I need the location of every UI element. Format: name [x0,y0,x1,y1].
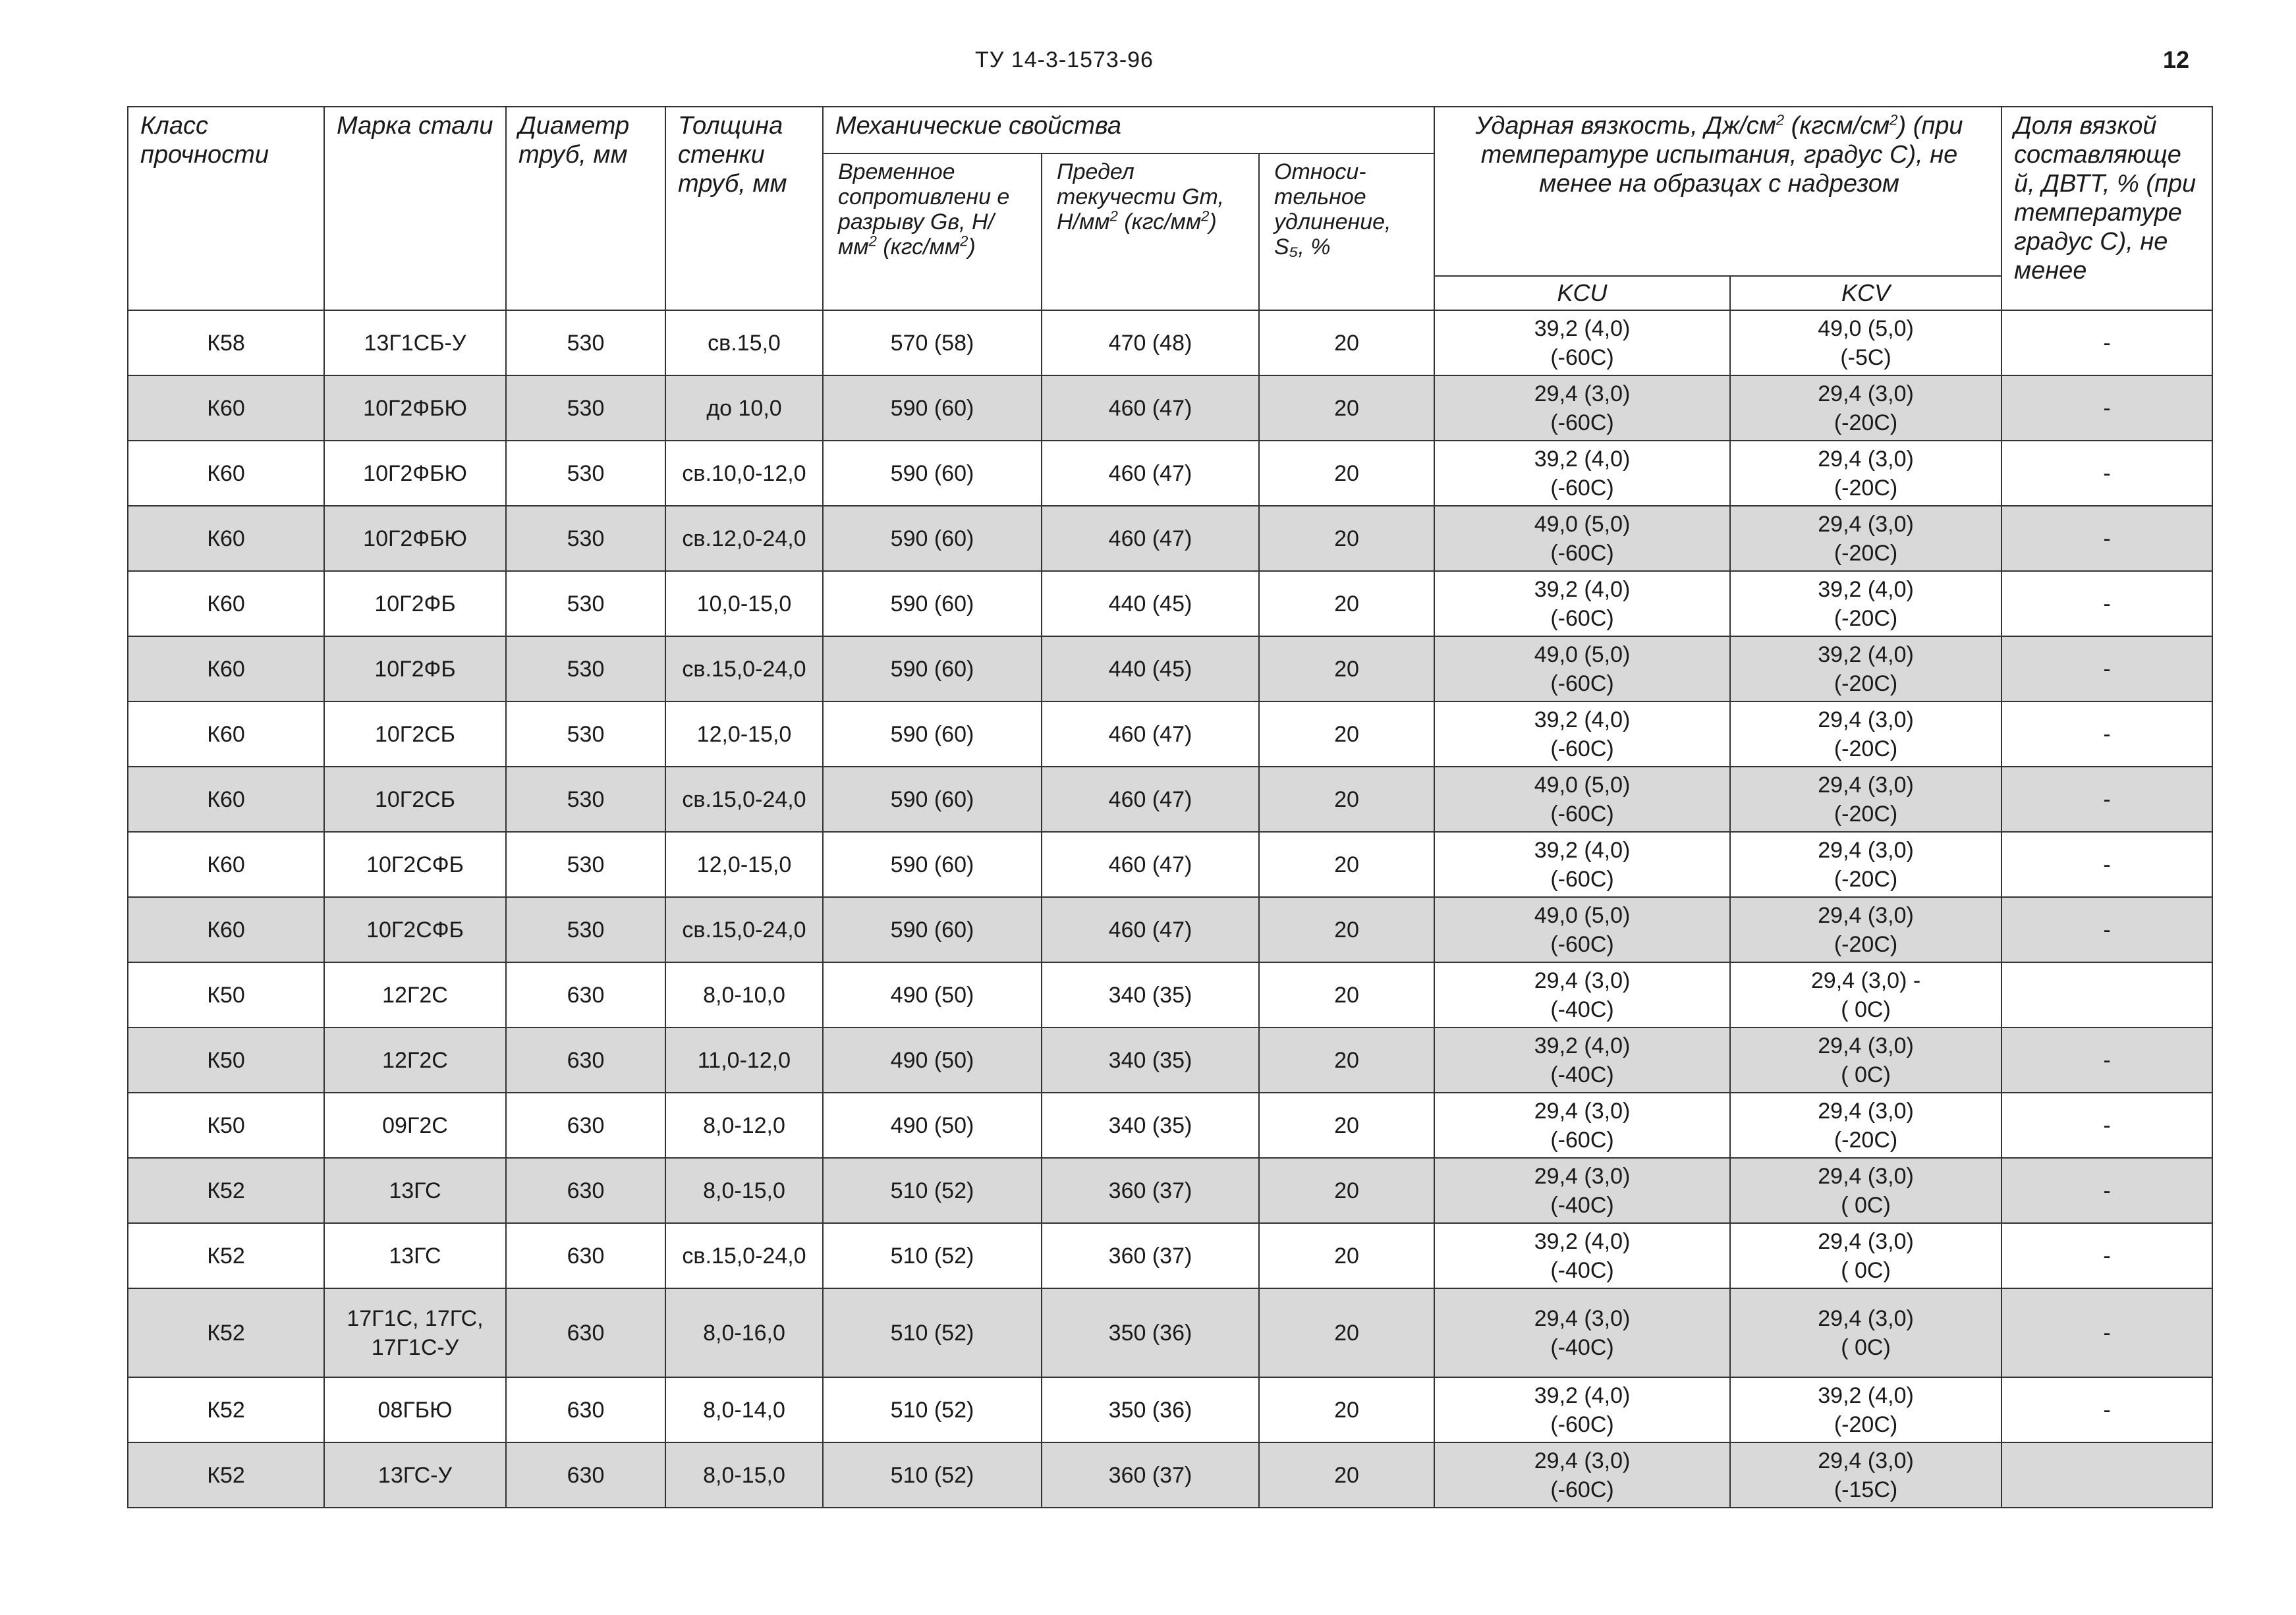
cell-predel: 470 (48) [1042,310,1259,375]
cell-tolshchina: св.12,0-24,0 [665,506,823,571]
cell-diametr: 530 [506,571,665,636]
cell-klass: К52 [128,1223,324,1288]
cell-vremennoe: 570 (58) [823,310,1042,375]
cell-kcu [1434,310,1730,375]
cell-kcu-temperature: (-60С) [1550,736,1614,761]
cell-kcv-value: 29,4 (3,0) [1818,511,1914,537]
cell-kcu [1434,767,1730,832]
cell-kcu-value: 29,4 (3,0) [1534,1163,1631,1189]
cell-kcv [1730,1223,2002,1288]
cell-kcu-temperature: (-60С) [1550,1411,1614,1437]
cell-udlinenie: 20 [1259,1093,1434,1158]
cell-kcv-value: 29,4 (3,0) [1818,772,1914,798]
cell-vremennoe: 590 (60) [823,767,1042,832]
cell-vremennoe: 590 (60) [823,897,1042,962]
page-number: 12 [2163,46,2190,73]
cell-klass: К60 [128,506,324,571]
cell-kcu-temperature: (-60С) [1550,605,1614,631]
cell-diametr: 530 [506,441,665,506]
cell-kcv [1730,1027,2002,1093]
cell-udlinenie: 20 [1259,1027,1434,1093]
cell-udlinenie: 20 [1259,1288,1434,1377]
cell-predel: 360 (37) [1042,1442,1259,1508]
cell-kcv-temperature: (-5С) [1840,344,1891,370]
cell-udlinenie: 20 [1259,767,1434,832]
header-klass: Класс прочности [128,107,324,310]
cell-kcv-temperature: (-20С) [1834,931,1898,957]
cell-dvtt: - [2002,767,2212,832]
cell-predel: 340 (35) [1042,1093,1259,1158]
cell-kcu-temperature: (-60С) [1550,801,1614,827]
header-predel: Предел текучести Gт, $Н/мм^2$ $(кгс/мм^2)$ [1042,153,1259,310]
cell-kcu-value: 49,0 (5,0) [1534,511,1631,537]
cell-kcv [1730,1442,2002,1508]
cell-klass: К60 [128,701,324,767]
cell-predel: 460 (47) [1042,701,1259,767]
cell-marka: 10Г2СБ [324,701,506,767]
cell-dvtt: - [2002,506,2212,571]
table-row [128,1288,2212,1377]
cell-marka: 13ГС-У [324,1442,506,1508]
cell-dvtt [2002,962,2212,1027]
table-row [128,962,2212,1027]
cell-predel: 360 (37) [1042,1223,1259,1288]
cell-tolshchina: св.15,0-24,0 [665,897,823,962]
cell-tolshchina: 10,0-15,0 [665,571,823,636]
cell-diametr: 630 [506,1158,665,1223]
cell-marka: 10Г2ФБ [324,571,506,636]
cell-marka: 10Г2ФБ [324,636,506,701]
cell-kcu-temperature: (-60С) [1550,1477,1614,1502]
cell-vremennoe: 510 (52) [823,1442,1042,1508]
cell-kcv-temperature: (-20С) [1834,736,1898,761]
cell-diametr: 630 [506,1377,665,1442]
cell-klass: К52 [128,1377,324,1442]
cell-kcu-value: 49,0 (5,0) [1534,772,1631,798]
cell-dvtt: - [2002,1027,2212,1093]
cell-klass: К58 [128,310,324,375]
cell-predel: 460 (47) [1042,441,1259,506]
cell-kcv [1730,506,2002,571]
table-row [128,1223,2212,1288]
cell-predel: 440 (45) [1042,636,1259,701]
cell-diametr: 530 [506,897,665,962]
cell-kcu-temperature: (-60С) [1550,410,1614,435]
header-tolshchina: Толщина стенки труб, мм [665,107,823,310]
header-vremennoe: Временное сопротивлени е разрыву Gв, $Н/мм^2$ $(кгс/мм^2)$ [823,153,1042,310]
cell-kcu-value: 39,2 (4,0) [1534,707,1631,732]
cell-predel: 460 (47) [1042,506,1259,571]
cell-udlinenie: 20 [1259,962,1434,1027]
cell-udlinenie: 20 [1259,375,1434,441]
cell-kcv-value: 29,4 (3,0) [1818,707,1914,732]
cell-klass: К50 [128,1027,324,1093]
cell-tolshchina: св.15,0-24,0 [665,1223,823,1288]
cell-kcv [1730,1288,2002,1377]
cell-udlinenie: 20 [1259,1377,1434,1442]
cell-kcv-temperature: (-20С) [1834,1411,1898,1437]
cell-diametr: 530 [506,767,665,832]
cell-kcu-temperature: (-40С) [1550,997,1614,1022]
cell-udlinenie: 20 [1259,441,1434,506]
cell-kcv [1730,636,2002,701]
cell-klass: К52 [128,1288,324,1377]
cell-dvtt: - [2002,701,2212,767]
cell-vremennoe: 510 (52) [823,1288,1042,1377]
cell-tolshchina: 8,0-15,0 [665,1158,823,1223]
table-body [128,310,2212,1508]
cell-kcv-temperature: (-20С) [1834,671,1898,696]
cell-kcu [1434,832,1730,897]
cell-diametr: 630 [506,1223,665,1288]
cell-vremennoe: 490 (50) [823,1093,1042,1158]
cell-kcu-value: 39,2 (4,0) [1534,837,1631,863]
cell-kcv-value: 29,4 (3,0) [1818,1098,1914,1124]
cell-predel: 340 (35) [1042,1027,1259,1093]
cell-diametr: 530 [506,506,665,571]
header-kcv: KCV [1730,276,2002,310]
cell-dvtt: - [2002,310,2212,375]
cell-kcu-value: 39,2 (4,0) [1534,315,1631,341]
cell-tolshchina: 12,0-15,0 [665,701,823,767]
document-header: ТУ 14-3-1573-96 [975,47,1154,72]
cell-kcu-temperature: (-60С) [1550,344,1614,370]
cell-kcv [1730,571,2002,636]
cell-predel: 460 (47) [1042,767,1259,832]
cell-udlinenie: 20 [1259,1158,1434,1223]
cell-kcv-temperature: (-15С) [1834,1477,1898,1502]
cell-dvtt: - [2002,441,2212,506]
header-otnos: Относи-тельное удлинение, S₅, % [1259,153,1434,310]
cell-marka: 13Г1СБ-У [324,310,506,375]
cell-kcu-temperature: (-60С) [1550,671,1614,696]
cell-kcv-temperature: (-20С) [1834,1127,1898,1153]
cell-kcv [1730,441,2002,506]
cell-udlinenie: 20 [1259,701,1434,767]
cell-dvtt: - [2002,832,2212,897]
cell-kcv-value: 29,4 (3,0) [1818,837,1914,863]
cell-kcv-value: 29,4 (3,0) [1818,1305,1914,1331]
header-marka: Марка стали [324,107,506,310]
cell-kcv-temperature: (-20С) [1834,866,1898,892]
cell-diametr: 530 [506,832,665,897]
cell-kcv-value: 49,0 (5,0) [1818,315,1914,341]
cell-udlinenie: 20 [1259,897,1434,962]
cell-kcu-temperature: (-40С) [1550,1334,1614,1360]
cell-kcu-temperature: (-60С) [1550,1127,1614,1153]
cell-marka: 13ГС [324,1158,506,1223]
cell-kcu-temperature: (-60С) [1550,475,1614,501]
table-row [128,506,2212,571]
cell-kcu [1434,701,1730,767]
table-row [128,767,2212,832]
cell-dvtt: - [2002,1223,2212,1288]
cell-kcu [1434,1288,1730,1377]
table-row [128,897,2212,962]
cell-dvtt: - [2002,375,2212,441]
cell-kcv-value: 39,2 (4,0) [1818,642,1914,667]
cell-predel: 460 (47) [1042,375,1259,441]
cell-kcv [1730,310,2002,375]
table-row [128,832,2212,897]
cell-kcv-value: 29,4 (3,0) [1818,1163,1914,1189]
cell-dvtt [2002,1442,2212,1508]
cell-kcv-temperature: (-20С) [1834,801,1898,827]
table-row [128,441,2212,506]
cell-kcv [1730,962,2002,1027]
cell-kcu-value: 29,4 (3,0) [1534,1098,1631,1124]
cell-marka: 12Г2С [324,962,506,1027]
cell-klass: К60 [128,832,324,897]
cell-udlinenie: 20 [1259,506,1434,571]
header-kcu: KCU [1434,276,1730,310]
cell-klass: К60 [128,897,324,962]
cell-dvtt: - [2002,636,2212,701]
cell-vremennoe: 590 (60) [823,506,1042,571]
cell-vremennoe: 490 (50) [823,1027,1042,1093]
cell-diametr: 630 [506,1288,665,1377]
cell-tolshchina: 8,0-14,0 [665,1377,823,1442]
cell-tolshchina: 8,0-16,0 [665,1288,823,1377]
cell-tolshchina: 8,0-12,0 [665,1093,823,1158]
cell-predel: 460 (47) [1042,897,1259,962]
table-row [128,310,2212,375]
cell-kcu-value: 49,0 (5,0) [1534,902,1631,928]
cell-kcu [1434,506,1730,571]
cell-marka: 10Г2ФБЮ [324,441,506,506]
cell-kcv-temperature: ( 0С) [1841,1062,1891,1087]
cell-kcu [1434,636,1730,701]
cell-klass: К60 [128,441,324,506]
cell-klass: К60 [128,571,324,636]
cell-kcu-value: 29,4 (3,0) [1534,381,1631,406]
table-row [128,1027,2212,1093]
cell-kcu [1434,1093,1730,1158]
cell-vremennoe: 490 (50) [823,962,1042,1027]
cell-predel: 460 (47) [1042,832,1259,897]
cell-kcu [1434,441,1730,506]
cell-marka: 17Г1С, 17ГС, 17Г1С-У [324,1288,506,1377]
cell-klass: К52 [128,1158,324,1223]
cell-predel: 350 (36) [1042,1377,1259,1442]
cell-diametr: 630 [506,1027,665,1093]
cell-kcu [1434,1027,1730,1093]
header-dolya: Доля вязкой составляюще й, ДВТТ, % (при температуре градус С), не менее [2002,107,2212,310]
cell-kcv [1730,701,2002,767]
header-diametr: Диаметр труб, мм [506,107,665,310]
cell-predel: 360 (37) [1042,1158,1259,1223]
cell-kcu-temperature: (-60С) [1550,931,1614,957]
table-row [128,1377,2212,1442]
cell-udlinenie: 20 [1259,832,1434,897]
cell-kcv [1730,832,2002,897]
cell-marka: 08ГБЮ [324,1377,506,1442]
cell-kcu-value: 39,2 (4,0) [1534,1382,1631,1408]
cell-kcu [1434,375,1730,441]
cell-vremennoe: 590 (60) [823,441,1042,506]
cell-vremennoe: 590 (60) [823,375,1042,441]
cell-tolshchina: св.15,0 [665,310,823,375]
cell-dvtt: - [2002,571,2212,636]
cell-vremennoe: 510 (52) [823,1377,1042,1442]
cell-kcv-value: 29,4 (3,0) [1818,1033,1914,1058]
cell-tolshchina: св.10,0-12,0 [665,441,823,506]
cell-dvtt: - [2002,1093,2212,1158]
cell-kcv [1730,767,2002,832]
cell-kcv-temperature: (-20С) [1834,410,1898,435]
cell-marka: 13ГС [324,1223,506,1288]
cell-kcu [1434,962,1730,1027]
table-row [128,1093,2212,1158]
table-row [128,636,2212,701]
cell-tolshchina: св.15,0-24,0 [665,636,823,701]
cell-kcu-value: 39,2 (4,0) [1534,446,1631,472]
table-row [128,1442,2212,1508]
cell-kcv-value: 29,4 (3,0) [1818,446,1914,472]
cell-klass: К52 [128,1442,324,1508]
cell-klass: К50 [128,1093,324,1158]
cell-kcu-value: 39,2 (4,0) [1534,1033,1631,1058]
cell-vremennoe: 510 (52) [823,1158,1042,1223]
cell-kcv-temperature: ( 0С) [1841,1334,1891,1360]
cell-kcu [1434,897,1730,962]
cell-tolshchina: св.15,0-24,0 [665,767,823,832]
cell-klass: К60 [128,375,324,441]
cell-predel: 440 (45) [1042,571,1259,636]
cell-kcu-value: 39,2 (4,0) [1534,576,1631,602]
cell-kcu-temperature: (-40С) [1550,1062,1614,1087]
cell-tolshchina: 11,0-12,0 [665,1027,823,1093]
cell-diametr: 630 [506,962,665,1027]
cell-kcv-value: 29,4 (3,0) [1818,1228,1914,1254]
cell-kcu [1434,1377,1730,1442]
cell-kcu-value: 29,4 (3,0) [1534,1448,1631,1473]
cell-diametr: 630 [506,1093,665,1158]
cell-vremennoe: 510 (52) [823,1223,1042,1288]
cell-kcv-temperature: ( 0С) [1841,1257,1891,1283]
cell-kcu [1434,1223,1730,1288]
cell-kcv-value: 29,4 (3,0) [1818,902,1914,928]
cell-kcv-value: 29,4 (3,0) [1818,1448,1914,1473]
cell-tolshchina: 8,0-10,0 [665,962,823,1027]
cell-vremennoe: 590 (60) [823,636,1042,701]
cell-kcu-temperature: (-60С) [1550,866,1614,892]
cell-udlinenie: 20 [1259,1223,1434,1288]
cell-kcv [1730,375,2002,441]
table-row [128,375,2212,441]
cell-klass: К60 [128,767,324,832]
cell-kcu-temperature: (-40С) [1550,1192,1614,1218]
cell-marka: 09Г2С [324,1093,506,1158]
cell-marka: 12Г2С [324,1027,506,1093]
cell-vremennoe: 590 (60) [823,571,1042,636]
cell-kcv [1730,897,2002,962]
header-mech: Механические свойства [823,107,1434,153]
cell-udlinenie: 20 [1259,636,1434,701]
cell-kcv-value: 39,2 (4,0) [1818,1382,1914,1408]
cell-marka: 10Г2ФБЮ [324,506,506,571]
cell-kcu [1434,1158,1730,1223]
cell-kcv-temperature: (-20С) [1834,605,1898,631]
cell-marka: 10Г2ФБЮ [324,375,506,441]
cell-tolshchina: до 10,0 [665,375,823,441]
cell-vremennoe: 590 (60) [823,832,1042,897]
cell-kcv [1730,1158,2002,1223]
cell-vremennoe: 590 (60) [823,701,1042,767]
cell-udlinenie: 20 [1259,1442,1434,1508]
cell-marka: 10Г2СБ [324,767,506,832]
cell-diametr: 630 [506,1442,665,1508]
cell-udlinenie: 20 [1259,571,1434,636]
cell-dvtt: - [2002,1288,2212,1377]
cell-udlinenie: 20 [1259,310,1434,375]
cell-kcu-value: 29,4 (3,0) [1534,1305,1631,1331]
cell-kcu-value: 29,4 (3,0) [1534,968,1631,993]
cell-tolshchina: 8,0-15,0 [665,1442,823,1508]
cell-kcv-temperature: (-20С) [1834,475,1898,501]
cell-kcv-temperature: (-20С) [1834,540,1898,566]
cell-predel: 340 (35) [1042,962,1259,1027]
cell-diametr: 530 [506,375,665,441]
cell-kcv-value: 29,4 (3,0) [1818,381,1914,406]
cell-dvtt: - [2002,897,2212,962]
cell-diametr: 530 [506,636,665,701]
cell-diametr: 530 [506,310,665,375]
cell-kcu-temperature: (-60С) [1550,540,1614,566]
cell-kcv-value: 39,2 (4,0) [1818,576,1914,602]
cell-kcu-temperature: (-40С) [1550,1257,1614,1283]
table-row [128,701,2212,767]
cell-kcu [1434,571,1730,636]
cell-kcv [1730,1093,2002,1158]
table-row [128,571,2212,636]
steel-properties-table [127,106,2213,1508]
cell-kcu [1434,1442,1730,1508]
cell-kcu-value: 49,0 (5,0) [1534,642,1631,667]
cell-tolshchina: 12,0-15,0 [665,832,823,897]
cell-dvtt: - [2002,1158,2212,1223]
cell-klass: К50 [128,962,324,1027]
cell-kcv [1730,1377,2002,1442]
cell-dvtt: - [2002,1377,2212,1442]
cell-kcv-value: 29,4 (3,0) - [1810,968,1921,993]
cell-predel: 350 (36) [1042,1288,1259,1377]
cell-marka: 10Г2СФБ [324,832,506,897]
cell-kcu-value: 39,2 (4,0) [1534,1228,1631,1254]
cell-diametr: 530 [506,701,665,767]
table-row [128,1158,2212,1223]
cell-klass: К60 [128,636,324,701]
header-udarnaya: Ударная вязкость, $Дж/см^2$ $(кгсм/см^2)$ (при температуре испытания, градус С), не менее на образцах с надрезом [1434,107,2002,276]
cell-kcv-temperature: ( 0С) [1841,997,1891,1022]
cell-marka: 10Г2СФБ [324,897,506,962]
cell-kcv-temperature: ( 0С) [1841,1192,1891,1218]
